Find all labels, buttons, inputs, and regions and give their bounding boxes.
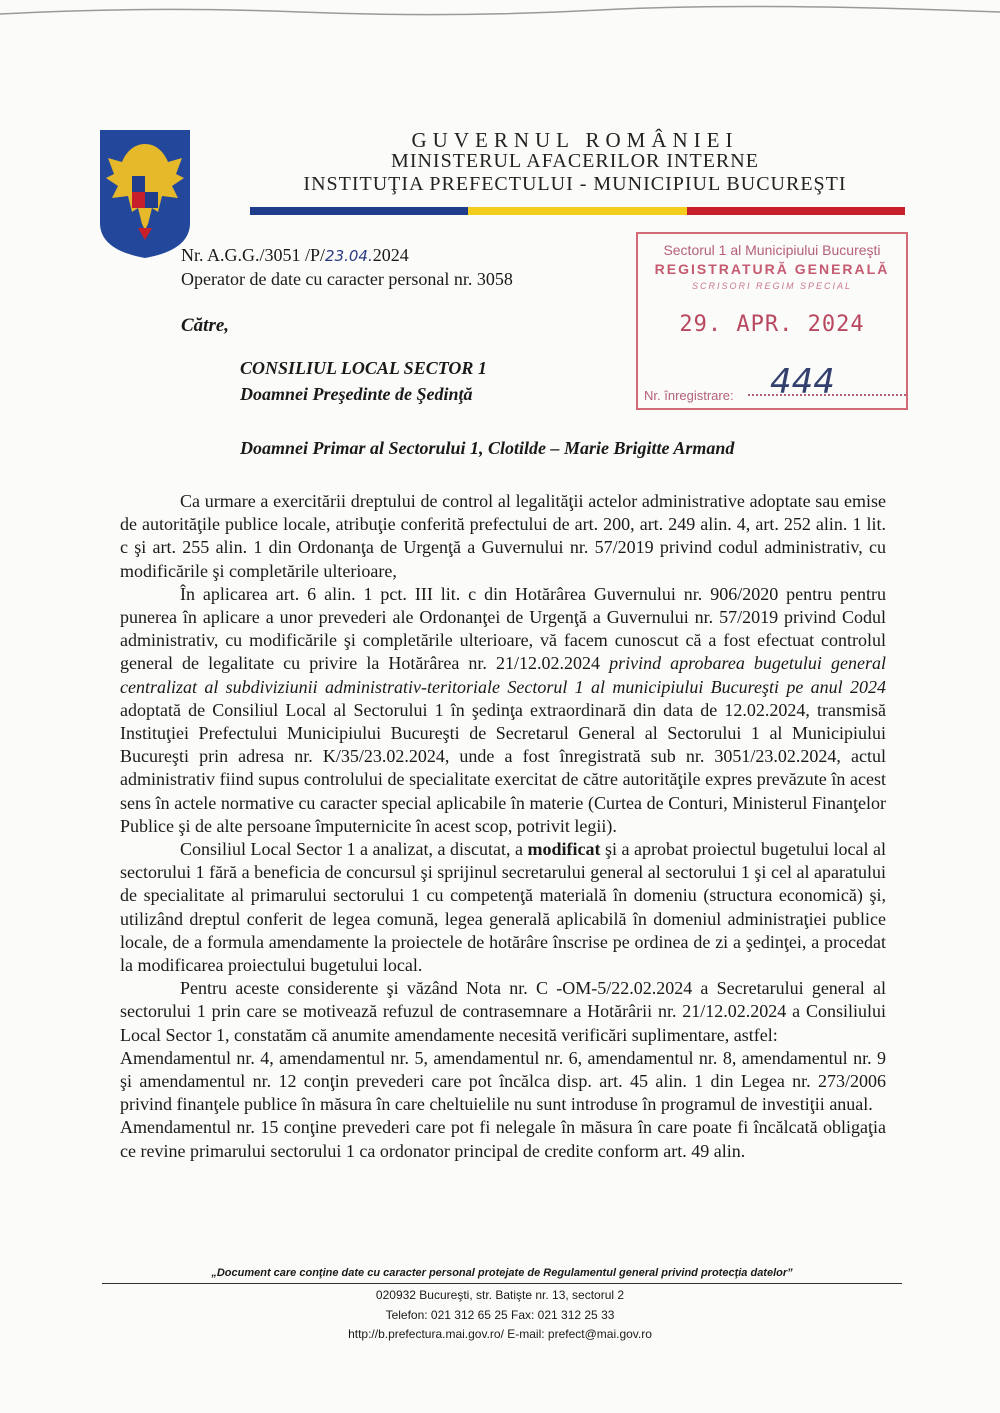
footer-gdpr-note: „Document care conţine date cu caracter personal protejate de Regulamentul general privind protecţia datelor”	[211, 1267, 793, 1279]
footer-phone: Telefon: 021 312 65 25 Fax: 021 312 25 33	[385, 1308, 615, 1322]
paragraph-2-italic: privind aprobarea bugetului general centralizat al subdiviziunii administrativ-teritoriale Sectorul 1 al municipiului Bucureşti pe anul 2024	[120, 653, 886, 697]
footer-web: http://b.prefectura.mai.gov.ro/ E-mail: prefect@mai.gov.ro	[348, 1327, 652, 1341]
salutation: Către,	[181, 315, 230, 336]
addressee-council: CONSILIUL LOCAL SECTOR 1	[240, 358, 487, 378]
data-operator-line: Operator de date cu caracter personal nr. 3058	[181, 269, 513, 289]
paragraph-3-text-c: şi a aprobat proiectul bugetului local al sectorului 1 fără a beneficia de concursul şi sprijinul secretarului general al sectorului 1 şi cel al aparatului de specialitate al primarului sectorului 1 cu competenţă materială în domeniu (structura economică) şi, utilizând dreptul conferit de legea comună, legea generală aplicabilă în domeniul administraţiei publice locale, de a formula amendamente la proiectele de hotărâre înscrise pe ordinea de zi a şedinţei, a procedat la modificarea proiectului bugetului local.	[120, 839, 886, 976]
stamp-registry: REGISTRATURĂ GENERALĂ	[654, 261, 890, 277]
stamp-reg-label: Nr. înregistrare:	[644, 388, 734, 403]
paragraph-3	[120, 838, 886, 977]
footer-divider	[102, 1283, 902, 1284]
letter-body	[120, 490, 886, 1163]
tricolor-yellow	[468, 207, 686, 215]
paragraph-3-text-a: Consiliul Local Sector 1 a analizat, a discutat, a	[180, 839, 528, 860]
stamp-date: 29. APR. 2024	[679, 312, 865, 337]
paragraph-6: Amendamentul nr. 15 conţine prevederi care pot fi nelegale în măsura în care poate fi încălcată obligaţia ce revine primarului sectorului 1 ca ordonator principal de credite conform art. 49 alin.	[120, 1117, 886, 1161]
reg-year: 2024	[372, 245, 409, 265]
registration-number	[181, 245, 409, 266]
paragraph-2	[120, 583, 886, 838]
reg-date-handwritten: 23.04.	[325, 247, 373, 265]
header-government: GUVERNUL ROMÂNIEI	[411, 128, 739, 152]
footer-address: 020932 Bucureşti, str. Batişte nr. 13, sectorul 2	[375, 1288, 625, 1302]
tricolor-bar	[250, 207, 905, 215]
paragraph-5: Amendamentul nr. 4, amendamentul nr. 5, amendamentul nr. 6, amendamentul nr. 8, amendamentul nr. 9 şi amendamentul nr. 12 conţin prevederi care pot încălca disp. art. 45 alin. 1 din Legea nr. 273/2006 privind finanţele publice în măsura în care cheltuielile nu sunt introduse în programul de investiţii anual.	[120, 1047, 886, 1115]
tricolor-red	[687, 207, 905, 215]
paragraph-4: Pentru aceste considerente şi văzând Nota nr. C -OM-5/22.02.2024 a Secretarului general al sectorului 1 prin care se motivează refuzul de contrasemnare a Hotărârii nr. 21/12.02.2024 a Consiliului Local Sector 1, constatăm că anumite amendamente necesită verificări suplimentare, astfel:	[120, 978, 886, 1045]
header-ministry: MINISTERUL AFACERILOR INTERNE	[391, 150, 759, 172]
paragraph-1: Ca urmare a exercitării dreptului de control al legalităţii actelor administrative adoptate sau emise de autorităţile publice locale, atribuţie conferită prefectului de art. 200, art. 249 alin. 4, art. 252 alin. 1 lit. c şi art. 255 alin. 1 din Ordonanţa de Urgenţă a Guvernului nr. 57/2019 privind codul administrativ, cu modificările şi completările ulterioare,	[120, 491, 886, 581]
stamp-special: SCRISORI REGIM SPECIAL	[691, 281, 853, 291]
stamp-reg-number: 444	[770, 362, 835, 402]
tricolor-blue	[250, 207, 468, 215]
scan-edge	[0, 0, 1000, 30]
addressee-president: Doamnei Preşedinte de Şedinţă	[240, 384, 473, 404]
paragraph-2-text-a: În aplicarea art. 6 alin. 1 pct. III lit. c din Hotărârea Guvernului nr. 906/2020 pentru pentru punerea în aplicare a unor prevederi ale Ordonanţei de Urgenţă a Guvernului nr. 57/2019 privind Codul administrativ, cu modificările şi completările ulterioare, vă facem cunoscut că a fost efectuat controlul general de legalitate cu privire la Hotărârea nr. 21/12.02.2024	[120, 583, 886, 674]
paragraph-2-text-c: adoptată de Consiliul Local al Sectorului 1 în şedinţa extraordinară din data de 12.02.2024, transmisă Instituţiei Prefectului Municipiului Bucureşti de Secretarul General al Sectorului 1 al Municipiului Bucureşti prin adresa nr. K/35/23.02.2024, unde a fost înregistrată sub nr. 3051/23.02.2024, actul administrativ fiind supus controlului de specialitate exercitat de către autorităţile expres prevăzute în acest sens în actele normative cu caracter special aplicabile în materie (Curtea de Conturi, Ministerul Finanţelor Publice şi de alte persoane împuternicite în acest scop, potrivit legii).	[120, 699, 886, 836]
stamp-sector: Sectorul 1 al Municipiului Bucureşti	[663, 242, 881, 258]
header-institution: INSTITUŢIA PREFECTULUI - MUNICIPIUL BUCUREŞTI	[303, 173, 847, 195]
reg-prefix: Nr. A.G.G./3051 /P/	[181, 245, 326, 265]
registry-stamp	[636, 232, 908, 410]
coat-of-arms-icon	[98, 128, 192, 260]
paragraph-3-bold: modificat	[527, 839, 601, 860]
stamp-dotted-line	[748, 394, 906, 396]
addressee-mayor: Doamnei Primar al Sectorului 1, Clotilde – Marie Brigitte Armand	[240, 438, 735, 458]
